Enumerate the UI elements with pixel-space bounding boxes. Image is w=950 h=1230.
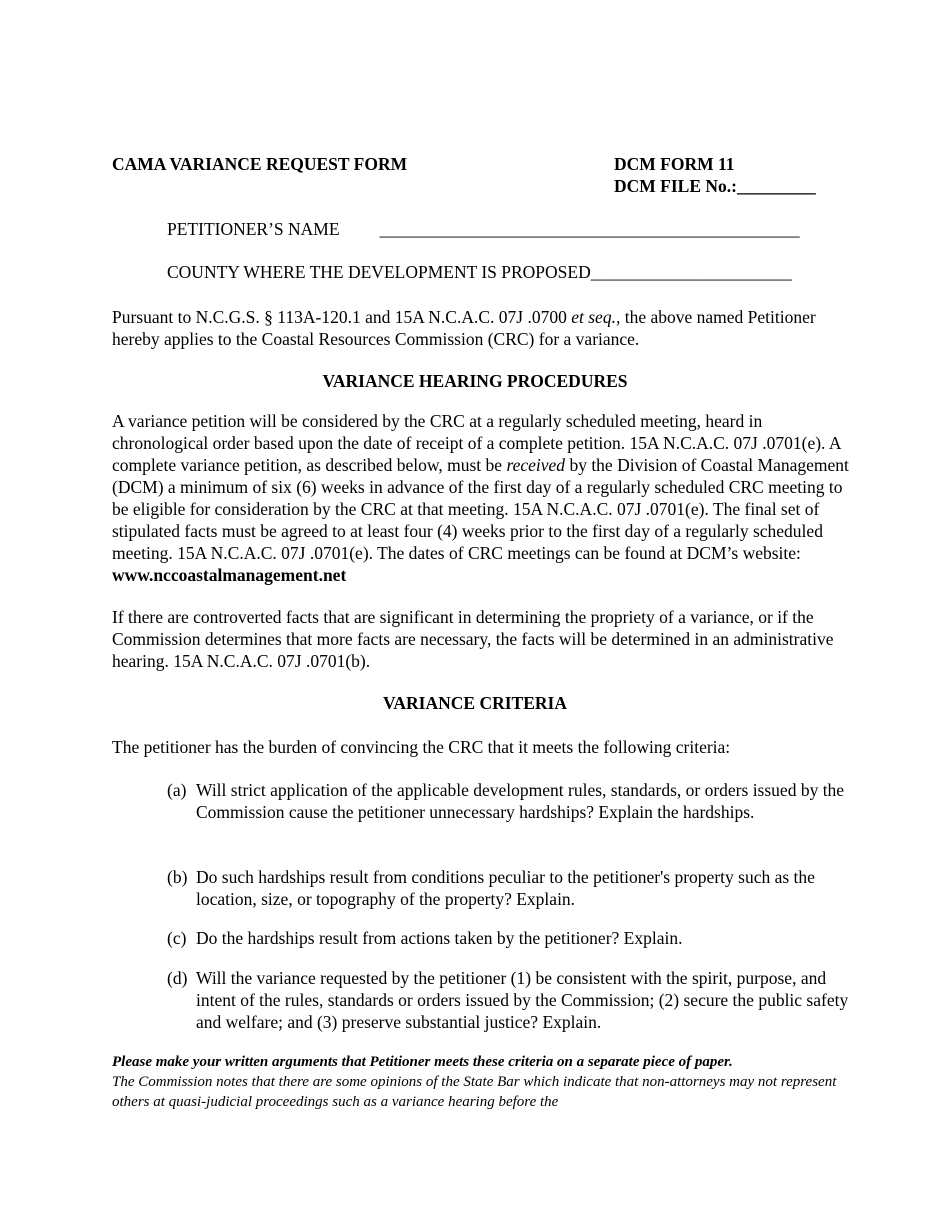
criterion-text: Do such hardships result from conditions peculiar to the petitioner's property such as the location, size, or topography of the property? Explain.	[196, 867, 815, 909]
intro-paragraph: Pursuant to N.C.G.S. § 113A-120.1 and 15A N.C.A.C. 07J .0700 et seq., the above named Petitioner hereby applies to the Coastal Resources Commission (CRC) for a variance.	[112, 307, 816, 349]
website-link[interactable]: www.nccoastalmanagement.net	[112, 565, 347, 585]
et-seq: et seq.,	[571, 307, 621, 327]
criterion-c	[167, 927, 852, 949]
file-number-field[interactable]: DCM FILE No.:_________	[614, 176, 816, 196]
procedures-paragraph-1: A variance petition will be considered by the CRC at a regularly scheduled meeting, heard in chronological order based upon the date of receipt of a complete petition. 15A N.C.A.C. 07J .0701(e). A complete variance petition, as described below, must be received by the Division of Coastal Management (DCM) a minimum of six (6) weeks in advance of the first day of a regularly scheduled CRC meeting to be eligible for consideration by the CRC at that meeting. 15A N.C.A.C. 07J .0701(e). The final set of stipulated facts must be agreed to at least four (4) weeks prior to the first day of a regularly scheduled meeting. 15A N.C.A.C. 07J .0701(e). The dates of CRC meetings can be found at DCM’s website: www.nccoastalmanagement.net	[112, 411, 849, 585]
procedures-paragraph-2: If there are controverted facts that are significant in determining the propriety of a variance, or if the Commission determines that more facts are necessary, the facts will be determined in an administrative hearing. 15A N.C.A.C. 07J .0701(b).	[112, 607, 834, 671]
county-row	[167, 261, 792, 283]
form-title: CAMA VARIANCE REQUEST FORM	[112, 154, 408, 174]
criterion-letter: (b)	[167, 867, 188, 887]
criterion-letter: (a)	[167, 780, 187, 800]
criteria-intro: The petitioner has the burden of convincing the CRC that it meets the following criteria:	[112, 737, 731, 757]
county-label: COUNTY WHERE THE DEVELOPMENT IS PROPOSED	[167, 262, 591, 282]
criterion-text: Will the variance requested by the petitioner (1) be consistent with the spirit, purpose, and intent of the rules, standards or orders issued by the Commission; (2) secure the public safety and welfare; and (3) preserve substantial justice? Explain.	[196, 968, 849, 1032]
petitioner-name-row	[167, 218, 800, 240]
criterion-text: Will strict application of the applicable development rules, standards, or orders issued by the Commission cause the petitioner unnecessary hardships? Explain the hardships.	[196, 780, 845, 822]
county-field[interactable]: _______________________	[590, 262, 792, 282]
criterion-letter: (d)	[167, 968, 188, 988]
criteria-heading: VARIANCE CRITERIA	[383, 693, 567, 713]
petitioner-name-label: PETITIONER’S NAME	[167, 219, 340, 239]
criterion-letter: (c)	[167, 928, 187, 948]
criterion-d	[167, 967, 852, 1033]
criterion-text: Do the hardships result from actions taken by the petitioner? Explain.	[196, 928, 683, 948]
procedures-heading: VARIANCE HEARING PROCEDURES	[322, 371, 628, 391]
state-bar-note: The Commission notes that there are some opinions of the State Bar which indicate that non-attorneys may not represent others at quasi-judicial proceedings such as a variance hearing before the	[112, 1074, 837, 1110]
form-identifiers	[614, 153, 816, 197]
form-number: DCM FORM 11	[614, 154, 735, 174]
written-arguments-note: Please make your written arguments that Petitioner meets these criteria on a separate piece of paper.	[112, 1054, 733, 1070]
petitioner-name-field[interactable]: ________________________________________________	[379, 219, 800, 239]
criterion-b	[167, 866, 852, 910]
criterion-a	[167, 779, 852, 823]
